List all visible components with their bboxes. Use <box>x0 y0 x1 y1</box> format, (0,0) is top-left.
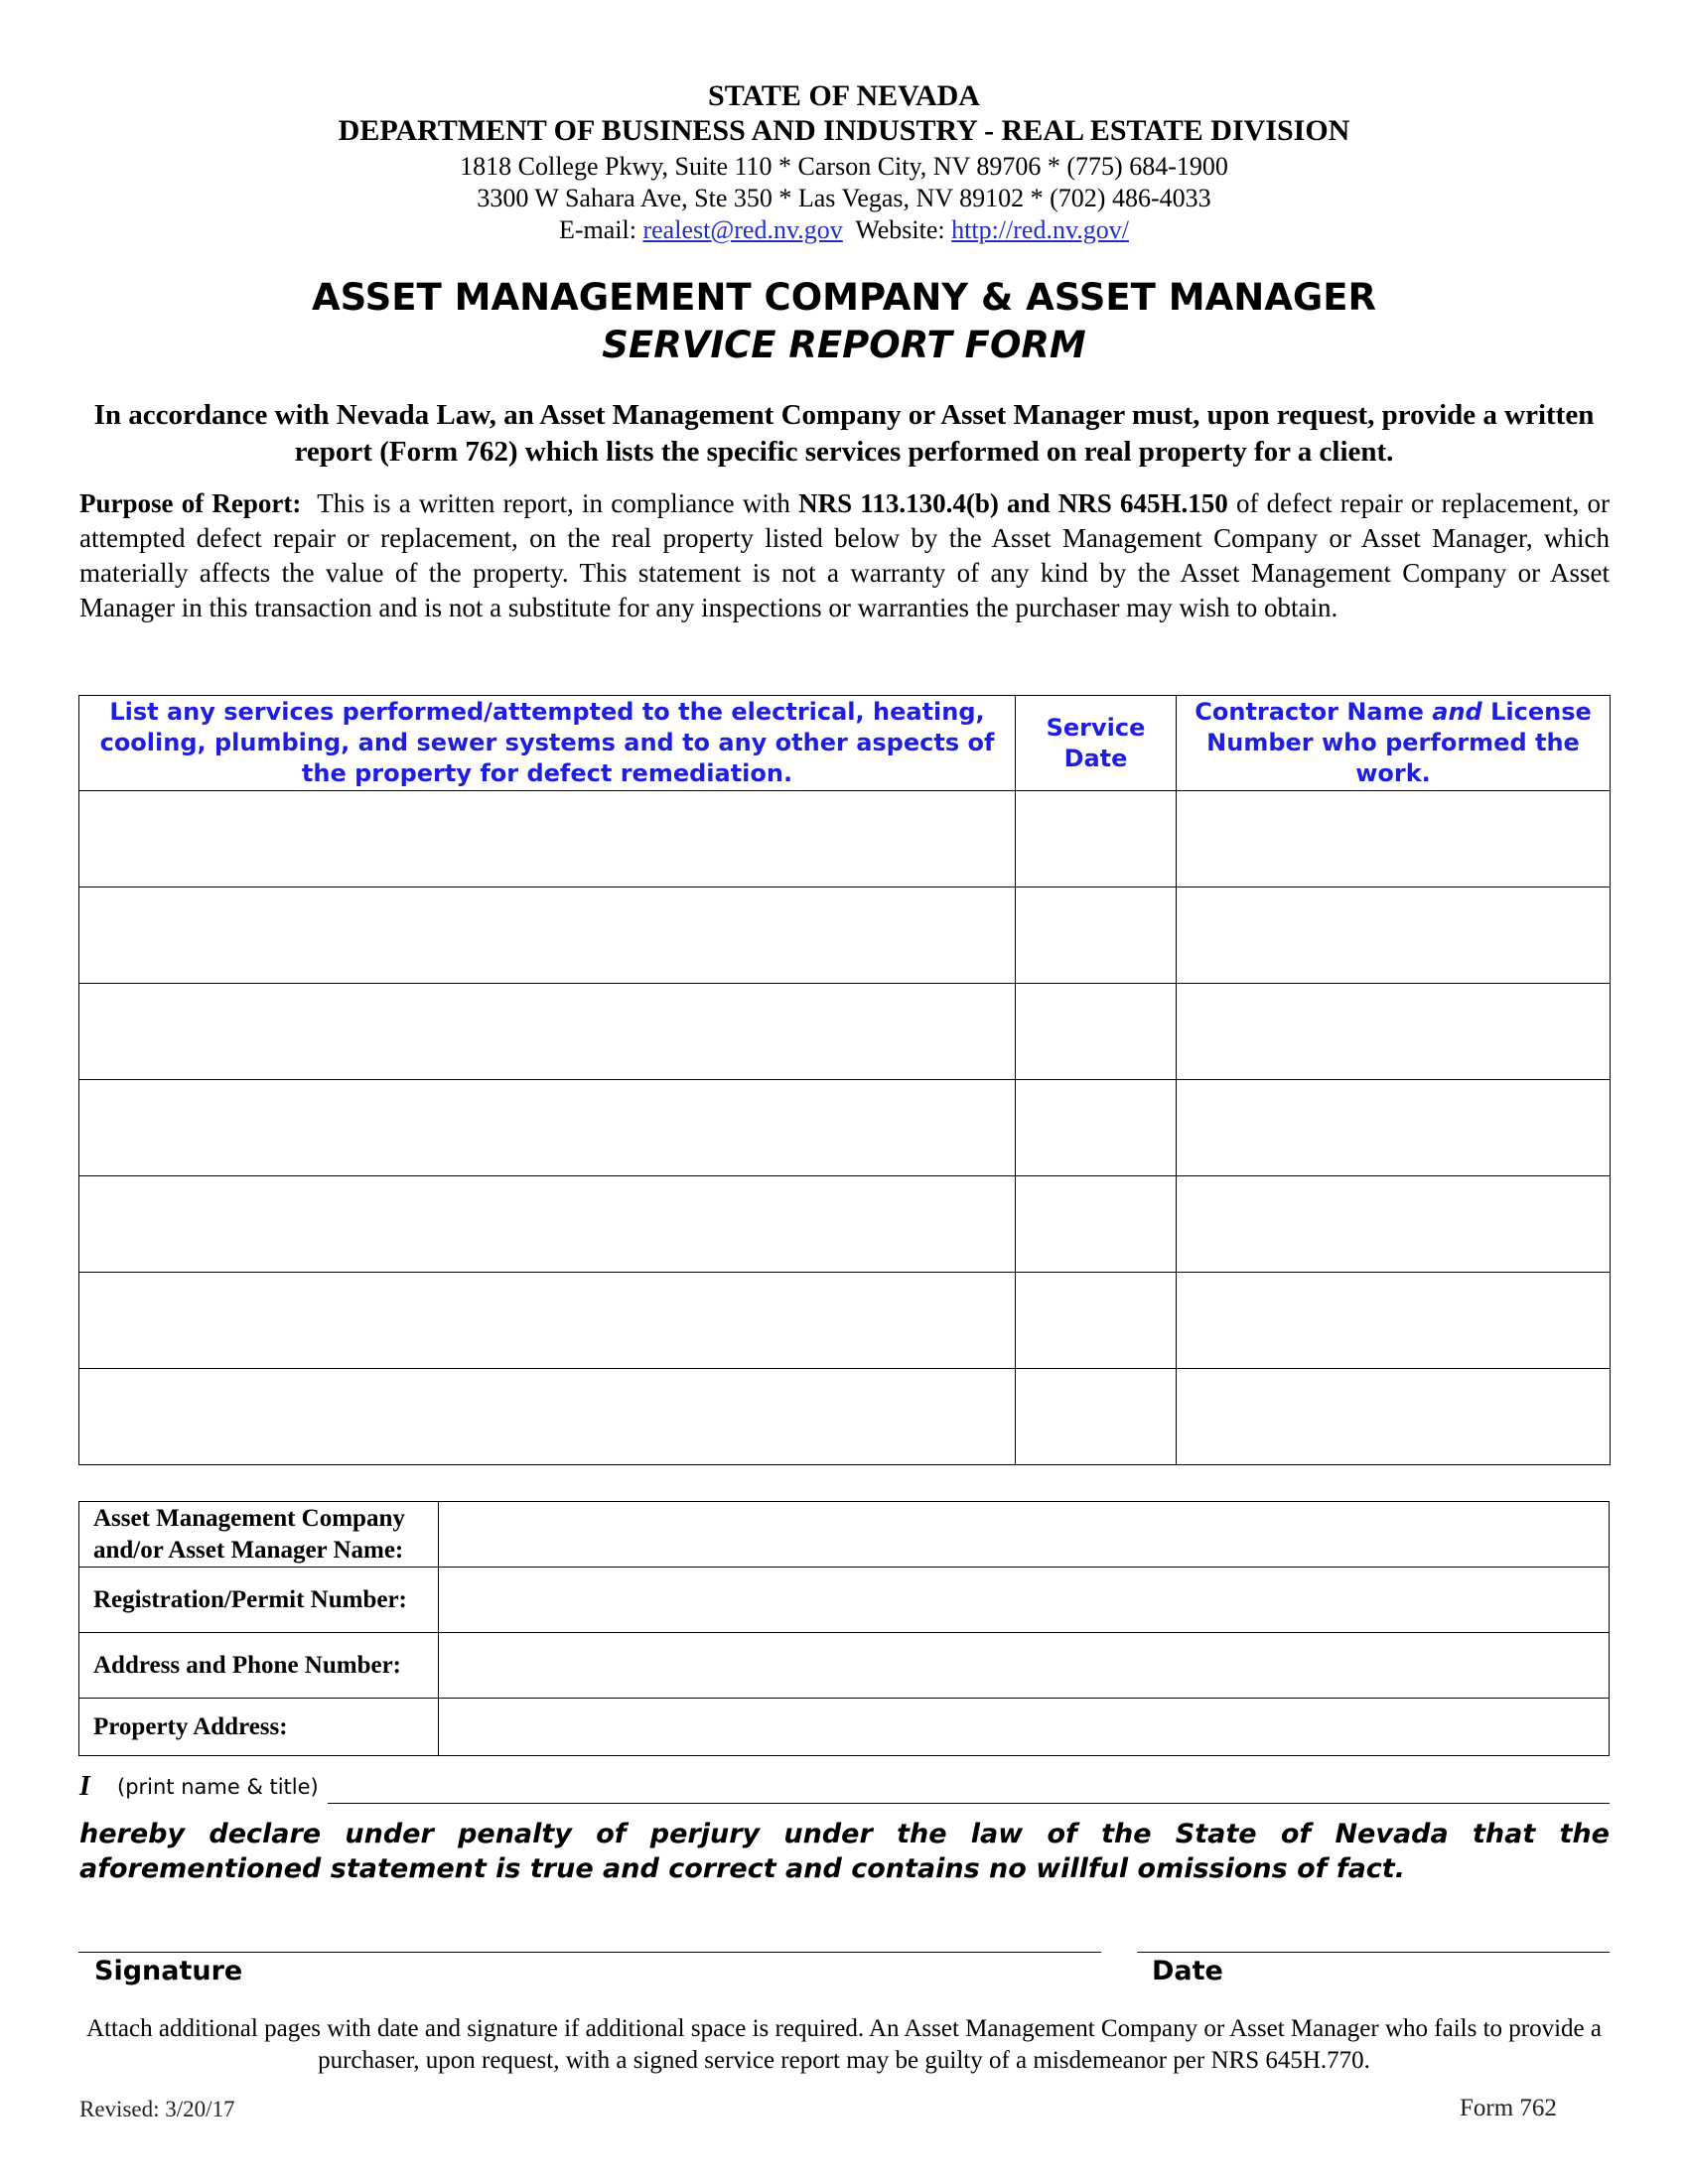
service-description-cell[interactable] <box>79 1369 1016 1465</box>
service-date-cell[interactable] <box>1016 887 1177 984</box>
agency-address-vegas: 3300 W Sahara Ave, Ste 350 * Las Vegas, NV 89102 * (702) 486-4033 <box>477 184 1211 212</box>
contractor-header-and: and <box>1432 698 1482 726</box>
form-number: Form 762 <box>1460 2095 1557 2121</box>
service-date-cell[interactable] <box>1016 1080 1177 1176</box>
purpose-statutes: NRS 113.130.4(b) and NRS 645H.150 <box>798 488 1228 518</box>
contractor-cell[interactable] <box>1177 984 1611 1080</box>
service-date-cell[interactable] <box>1016 984 1177 1080</box>
contractor-cell[interactable] <box>1177 1176 1611 1273</box>
company-name-label: Asset Management Company and/or Asset Manager Name: <box>79 1502 439 1568</box>
manager-info-table <box>78 1501 1610 1756</box>
table-row <box>79 1080 1611 1176</box>
print-name-title-label: (print name & title) <box>117 1775 319 1799</box>
purpose-paragraph <box>79 486 1610 625</box>
form-subtitle: SERVICE REPORT FORM <box>602 324 1086 366</box>
signature-label: Signature <box>94 1956 243 1986</box>
service-date-cell[interactable] <box>1016 791 1177 887</box>
contractor-cell[interactable] <box>1177 1369 1611 1465</box>
service-description-cell[interactable] <box>79 791 1016 887</box>
print-name-title-field[interactable] <box>328 1803 1610 1804</box>
service-description-cell[interactable] <box>79 984 1016 1080</box>
service-date-cell[interactable] <box>1016 1176 1177 1273</box>
intro-statement: In accordance with Nevada Law, an Asset Management Company or Asset Manager must, upon request, provide a written report (Form 762) which lists the specific services performed on real property for a client. <box>93 399 1595 468</box>
table-row <box>79 1176 1611 1273</box>
table-row <box>79 984 1611 1080</box>
table-row <box>79 1273 1611 1369</box>
service-description-cell[interactable] <box>79 1080 1016 1176</box>
agency-contact <box>0 214 1688 246</box>
contractor-header-a: Contractor Name <box>1195 698 1424 726</box>
contractor-cell[interactable] <box>1177 1273 1611 1369</box>
website-link[interactable]: http://red.nv.gov/ <box>951 215 1129 244</box>
attach-pages-note: Attach additional pages with date and signature if additional space is required. An Asset Management Company or Asset Manager who fails to provide a purchaser, upon request, with a signed service report may be guilty of a misdemeanor per NRS 645H.770. <box>85 2015 1602 2074</box>
info-row-address-phone <box>79 1633 1610 1699</box>
company-name-field[interactable] <box>439 1502 1610 1568</box>
purpose-text-b: of defect repair or replacement, or attempted defect repair or replacement, on the real property listed below by the Asset Management Company or Asset Manager, which materially affects the value of the property. This statement is not a warranty of any kind by the Asset Management Company or Asset Manager in this transaction and is not a substitute for any inspections or warranties the purchaser may wish to obtain. <box>79 488 1611 622</box>
website-label: Website: <box>855 215 945 244</box>
table-row <box>79 887 1611 984</box>
services-table-header <box>79 696 1611 791</box>
contractor-cell[interactable] <box>1177 887 1611 984</box>
registration-number-field[interactable] <box>439 1568 1610 1633</box>
address-phone-field[interactable] <box>439 1633 1610 1699</box>
service-date-cell[interactable] <box>1016 1369 1177 1465</box>
address-phone-label: Address and Phone Number: <box>79 1633 439 1699</box>
property-address-field[interactable] <box>439 1699 1610 1756</box>
revised-date: Revised: 3/20/17 <box>79 2097 235 2121</box>
property-address-label: Property Address: <box>79 1699 439 1756</box>
info-row-company <box>79 1502 1610 1568</box>
service-description-cell[interactable] <box>79 1273 1016 1369</box>
service-date-cell[interactable] <box>1016 1273 1177 1369</box>
perjury-declaration: hereby declare under penalty of perjury under the law of the State of Nevada that the aforementioned statement is true and correct and contains no willful omissions of fact. <box>79 1819 1610 1884</box>
services-table <box>78 695 1611 1465</box>
form-title: ASSET MANAGEMENT COMPANY & ASSET MANAGER <box>312 276 1376 319</box>
agency-address-carson: 1818 College Pkwy, Suite 110 * Carson City, NV 89706 * (775) 684-1900 <box>460 152 1228 181</box>
agency-state: STATE OF NEVADA <box>708 79 980 112</box>
purpose-text-a: This is a written report, in compliance with <box>317 488 790 518</box>
info-row-property <box>79 1699 1610 1756</box>
service-date-column-header: Service Date <box>1016 696 1177 791</box>
declarant-i: I <box>79 1771 90 1802</box>
info-row-registration <box>79 1568 1610 1633</box>
service-description-cell[interactable] <box>79 1176 1016 1273</box>
table-row <box>79 1369 1611 1465</box>
agency-department: DEPARTMENT OF BUSINESS AND INDUSTRY - REAL ESTATE DIVISION <box>338 114 1350 147</box>
date-label: Date <box>1152 1956 1223 1986</box>
purpose-label: Purpose of Report: <box>79 488 302 518</box>
email-link[interactable]: realest@red.nv.gov <box>642 215 843 244</box>
registration-number-label: Registration/Permit Number: <box>79 1568 439 1633</box>
service-description-cell[interactable] <box>79 887 1016 984</box>
services-column-header: List any services performed/attempted to the electrical, heating, cooling, plumbing, and sewer systems and to any other aspects of the property for defect remediation. <box>79 696 1016 791</box>
contractor-header-b: License Number who performed the work. <box>1206 698 1592 787</box>
contractor-column-header <box>1177 696 1611 791</box>
email-label: E-mail: <box>559 215 636 244</box>
table-row <box>79 791 1611 887</box>
contractor-cell[interactable] <box>1177 791 1611 887</box>
contractor-cell[interactable] <box>1177 1080 1611 1176</box>
